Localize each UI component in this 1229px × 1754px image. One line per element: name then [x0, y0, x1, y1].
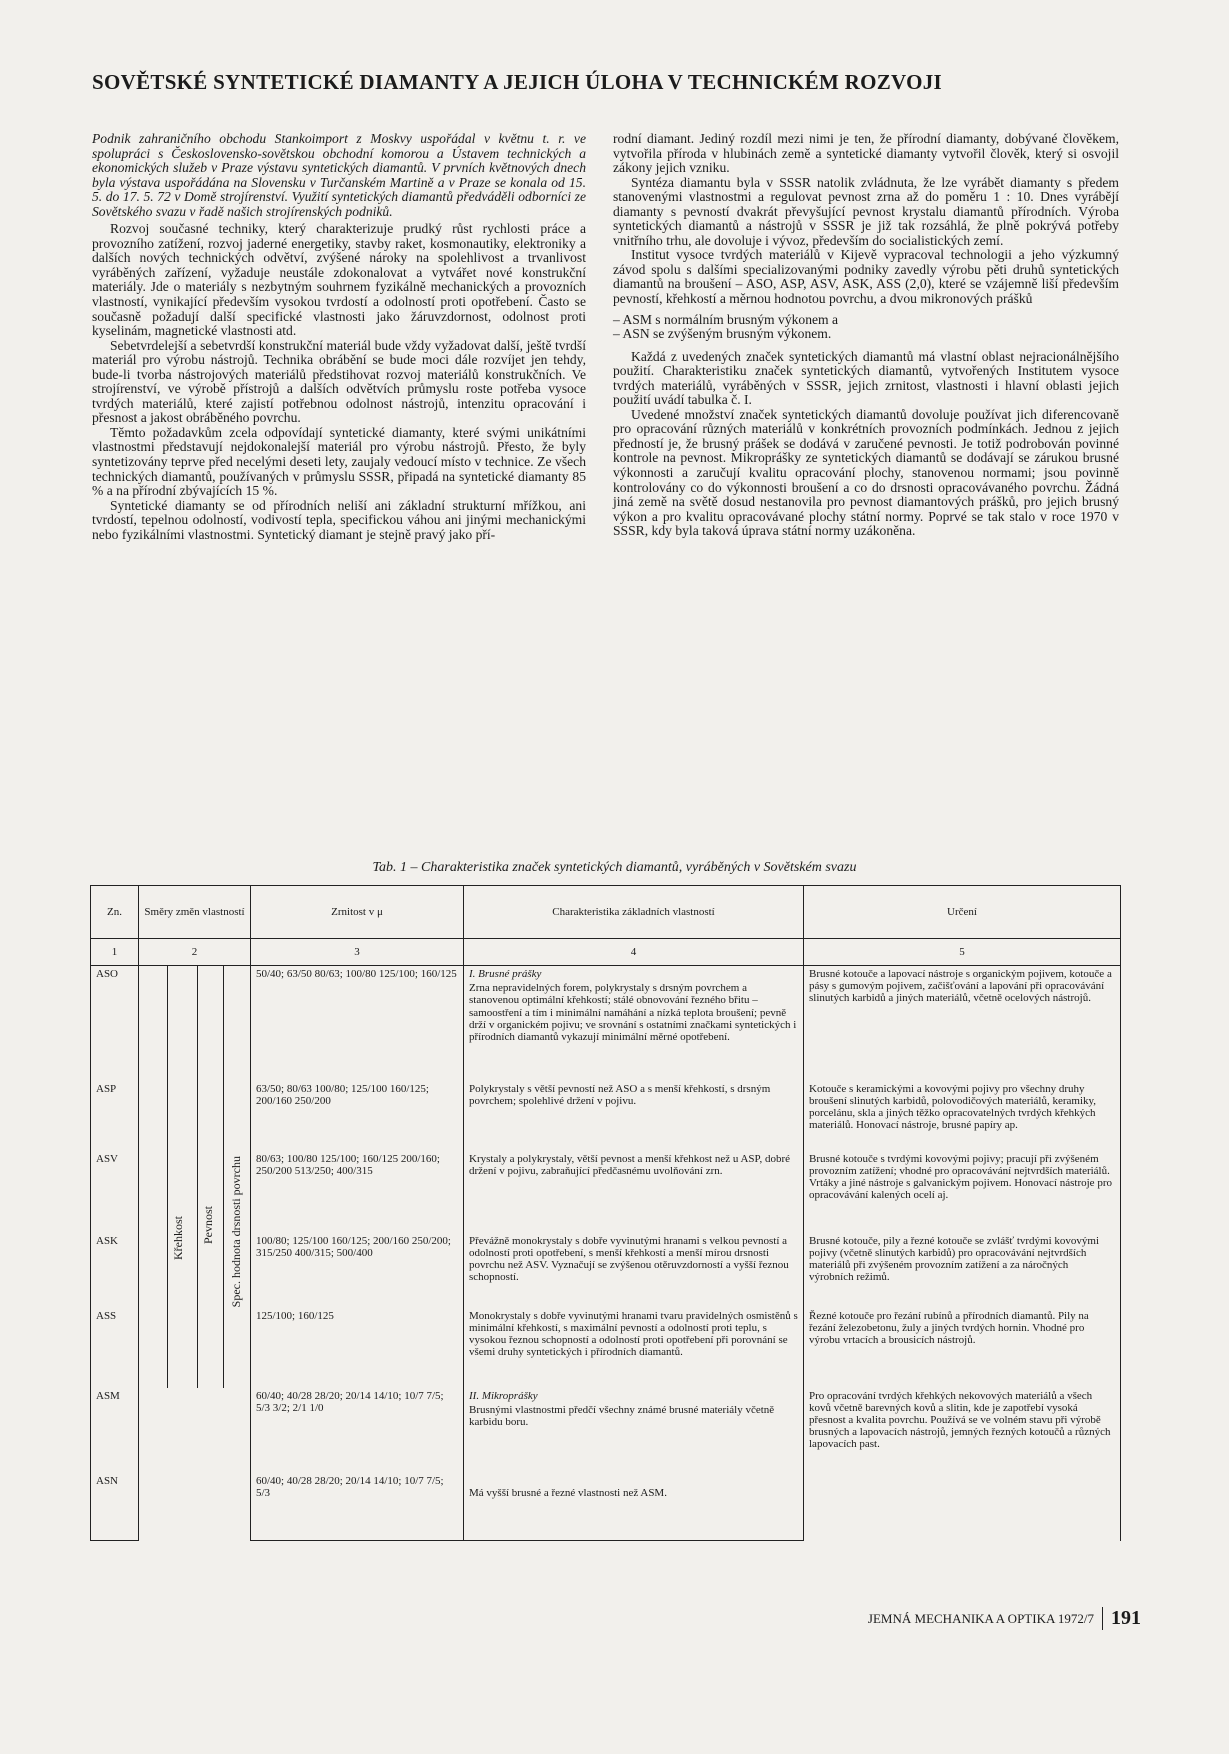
- characteristic-cell: I. Brusné prášky Zrna nepravidelných forem, polykrystaly s drsným povrchem a stanovenou optimální křehkostí; stálé obnovování řezného břitu – samoostření a tím i minimální namáhání a nízká teplota broušení; pevně drží v organickém pojivu; ve srovnání s ostatními značkami syntetických i přírodních diamantů vykazují minimální měrné opotřebení.: [464, 966, 804, 1081]
- characteristic-cell: Polykrystaly s větší pevností než ASO a s menší křehkostí, s drsným povrchem; spolehlivé držení v pojivu.: [464, 1081, 804, 1151]
- column-number: 4: [464, 939, 804, 966]
- paragraph: Syntetické diamanty se od přírodních neliší ani základní strukturní mřížkou, ani tvrdostí, tepelnou odolností, vodivostí tepla, specifickou váhou ani jinými mechanickými nebo fyzikálními vlastnostmi. Syntetický diamant je stejně pravý jako pří-: [92, 497, 586, 542]
- header-cell: Zrnitost v μ: [251, 886, 464, 939]
- paragraph: Sebetvrdelejší a sebetvrdší konstrukční materiál bude vždy vyžadovat další, ještě tvrdší materiál pro výrobu nástrojů. Technika obrábění se bude moci dále rozvíjet jen tehdy, bude-li tvorba nástrojových materiálů předstihovat rozvoj materiálů konstrukčních. Ve strojírenství, ve výrobě přístrojů a dalších odvětvích průmyslu roste potřeba vysoce tvrdých materiálů, které zajistí potřebnou odolnost nástrojů, intenzitu opracování i přesnost a jakost obráběného povrchu.: [92, 337, 586, 426]
- diamond-table: [90, 885, 1121, 1541]
- paragraph: Každá z uvedených značek syntetických diamantů má vlastní oblast nejracionálnějšího použití. Charakteristiku značek syntetických diamantů, vytvořených Institutem vysoce tvrdých materiálů, vyráběných v SSSR, jejich zrnitost, vlastnosti i hlavní oblasti jejich použití uvádí tabulka č. I.: [613, 348, 1119, 408]
- property-trend-cell: [139, 966, 251, 1388]
- usage-cell: Brusné kotouče, pily a řezné kotouče se zvlášť tvrdými kovovými pojivy (včetně slinutých karbidů) pro opracovávání nejtvrdších materiálů při zvýšeném provozním zatížení a za náročných výrobních režimů.: [804, 1233, 1121, 1308]
- grain-cell: 60/40; 40/28 28/20; 20/14 14/10; 10/7 7/5; 5/3: [251, 1473, 464, 1541]
- grade-cell: ASO: [91, 966, 139, 1081]
- section-heading: I. Brusné prášky: [469, 968, 542, 980]
- list-item: – ASN se zvýšeným brusným výkonem.: [613, 326, 832, 342]
- paragraph: Syntéza diamantu byla v SSSR natolik zvládnuta, že lze vyrábět diamanty s předem stanovenými vlastnostmi a regulovat pevnost zrna až do poměru 1 : 10. Dnes vyrábějí diamanty s pevností dvakrát převyšující pevnost krystalu diamantů přírodních. Výroba syntetických diamantů a nástrojů v SSSR je již tak rozsáhlá, že plně pokrývá potřeby vnitřního trhu, ale dovoluje i vývoz, především do socialistických zemí.: [613, 174, 1119, 248]
- header-cell: Směry změn vlastností: [139, 886, 251, 939]
- paragraph: rodní diamant. Jediný rozdíl mezi nimi je ten, že přírodní diamanty, dobývané člověkem, vytvořila příroda v hlubinách země a syntetické diamanty vytvořil člověk, který si osvojil zákony jejich vzniku.: [613, 131, 1119, 176]
- usage-cell: Brusné kotouče s tvrdými kovovými pojivy; pracují při zvýšeném provozním zatížení; vhodné pro opracovávání nejtvrdších materiálů. Vrtáky a jiné nástroje s galvanickým pojivem. Honovací nástroje pro opracovávání kalených ocelí aj.: [804, 1151, 1121, 1233]
- table-row: [91, 1388, 1121, 1473]
- column-number: 2: [139, 939, 251, 966]
- characteristic-cell: II. Mikroprášky Brusnými vlastnostmi předčí všechny známé brusné materiály včetně karbidu boru.: [464, 1388, 804, 1473]
- grain-cell: 60/40; 40/28 28/20; 20/14 14/10; 10/7 7/5; 5/3 3/2; 2/1 1/0: [251, 1388, 464, 1473]
- intro-paragraph: Podnik zahraničního obchodu Stankoimport z Moskvy uspořádal v květnu t. r. ve spolupráci s Československo-sovětskou obchodní komorou a Ústavem technických a ekonomických služeb v Praze výstavu syntetických diamantů. V prvních květnových dnech byla výstava uspořádána na Slovensku v Turčanském Martině a v Praze se konala od 15. 5. do 17. 5. 72 v Domě strojírenství. Využití syntetických diamantů předváděli odborníci ze Sovětského svazu v řadě našich strojírenských podniků.: [92, 131, 586, 219]
- usage-cell: Kotouče s keramickými a kovovými pojivy pro všechny druhy broušení slinutých karbidů, polovodičových materiálů, keramiky, porcelánu, skla a jiných těžko opracovatelných tvrdých křehkých materiálů. Honovací nástroje, brusné papíry ap.: [804, 1081, 1121, 1151]
- header-cell: Určení: [804, 886, 1121, 939]
- journal-name: JEMNÁ MECHANIKA A OPTIKA 1972/7: [867, 1610, 1094, 1626]
- grade-cell: ASV: [91, 1151, 139, 1233]
- powder-list: [613, 313, 1119, 342]
- grade-cell: ASM: [91, 1388, 139, 1473]
- table-row: [91, 966, 1121, 1081]
- page-number: 191: [1102, 1607, 1141, 1630]
- text-column-left: [92, 132, 586, 542]
- paragraph: Uvedené množství značek syntetických diamantů dovoluje používat jich diferencovaně pro opracování různých materiálů v konkrétních provozních podmínkách. Jednou z jejich předností je, že brusný prášek se dodává v zaručené pevnosti. Je totiž podrobován povinné kontrole na pevnost. Mikroprášky ze syntetických diamantů se dodávají se zárukou brusné výkonnosti a zaručují kvalitu opracování plochy, stanovenou normami; jsou povinně kontrolovány co do výkonnosti broušení a co do drsnosti opracovávaného povrchu. Žádná jiná země na světě dosud nestanovila pro pevnost diamantových prášků, pro jejich brusný výkon a pro kvalitu opracovávané plochy státní normy. Poprvé se tak stalo v roce 1970 v SSSR, kdy byla taková úprava státní normy uzákoněna.: [613, 406, 1119, 539]
- table-caption: Tab. 1 – Charakteristika značek syntetických diamantů, vyráběných v Sovětském svazu: [372, 860, 857, 875]
- paragraph: Těmto požadavkům zcela odpovídají syntetické diamanty, které svými unikátními vlastnostmi představují nejdokonalejší materiál pro výrobu nástrojů. Přesto, že byly syntetizovány teprve před necelými deseti lety, zaujaly vedoucí místo v technice. Ze všech technických diamantů, používaných v průmyslu SSSR, připadá na syntetické diamanty 85 % a na přírodní zbývajících 15 %.: [92, 424, 586, 499]
- paragraph: Institut vysoce tvrdých materiálů v Kijevě vypracoval technologii a jeho výzkumný závod spolu s dalšími specializovanými podniky zavedly výrobu pěti druhů syntetických diamantů na broušení – ASO, ASP, ASV, ASK, ASS (2,0), které se vzájemně liší především pevností, křehkostí a měrnou hodnotou povrchu, a dvou mikronových prášků: [613, 247, 1119, 307]
- characteristic-cell: Monokrystaly s dobře vyvinutými hranami tvaru pravidelných osmistěnů s minimální křehkostí, s maximální pevností a odolností proti teplu, s vysokou řeznou schopností a odolností proti opotřebení při porovnání se všemi druhy syntetických i přírodních diamantů.: [464, 1308, 804, 1388]
- header-cell: Charakteristika základních vlastností: [464, 886, 804, 939]
- vertical-label-strength: Pevnost: [201, 1206, 215, 1245]
- grain-cell: 80/63; 100/80 125/100; 160/125 200/160; 250/200 513/250; 400/315: [251, 1151, 464, 1233]
- grain-cell: 63/50; 80/63 100/80; 125/100 160/125; 200/160 250/200: [251, 1081, 464, 1151]
- characteristic-cell: Krystaly a polykrystaly, větší pevnost a menší křehkost než u ASP, dobré držení v pojivu, zabraňující předčasnému uvolňování zrn.: [464, 1151, 804, 1233]
- characteristic-cell: Převážně monokrystaly s dobře vyvinutými hranami s velkou pevností a odolností proti opotřebení, s menší křehkostí a menší mírou drsnosti povrchu než ASV. Vyznačují se zvýšenou otěruvzdorností a vyšší řeznou schopností.: [464, 1233, 804, 1308]
- text-column-right: [613, 132, 1119, 539]
- section-heading: II. Mikroprášky: [469, 1389, 538, 1402]
- usage-cell: Pro opracování tvrdých křehkých nekovových materiálů a všech kovů včetně barevných kovů a slitin, kde je zapotřebí vysoká přesnost a kvalita povrchu. Používá se ve volném stavu při výrobě brusných a lapovacích nástrojů, jemných řezných kotoučů a různých lapovacích past.: [804, 1388, 1121, 1541]
- vertical-label-fragility: Křehkost: [171, 1216, 185, 1260]
- grain-cell: 125/100; 160/125: [251, 1308, 464, 1388]
- article-title: SOVĚTSKÉ SYNTETICKÉ DIAMANTY A JEJICH ÚLOHA V TECHNICKÉM ROZVOJI: [92, 70, 943, 94]
- paragraph: Rozvoj současné techniky, který charakterizuje prudký růst rychlosti práce a provozního zatížení, rozvoj jaderné energetiky, stavby raket, kosmonautiky, elektroniky a dalších nových technických odvětví, zvýšené nároky na spolehlivost a trvanlivost vyráběných zařízení, vyžaduje neustále zdokonalovat a vytvářet nové konstrukční materiály. Jde o materiály s nezbytným souhrnem fyzikálně mechanických a provozních vlastností, vynikající především vysokou tvrdostí a odolností proti opotřebení. Často se současně požadují další specifické vlastnosti jako žáruvzdornost, odolnost proti kyselinám, magnetické vlastnosti atd.: [92, 221, 586, 339]
- column-number: 1: [91, 939, 139, 966]
- grade-cell: ASP: [91, 1081, 139, 1151]
- vertical-label-roughness: Spec. hodnota drsnosti povrchu: [229, 1156, 243, 1308]
- grain-cell: 50/40; 63/50 80/63; 100/80 125/100; 160/125: [251, 966, 464, 1081]
- page-footer: [868, 1607, 1141, 1630]
- usage-cell: Brusné kotouče a lapovací nástroje s organickým pojivem, kotouče a pásy s gumovým pojivem, začišťování a lapování při opracovávání slinutých karbidů a jiných materiálů, včetně ocelových nástrojů.: [804, 966, 1121, 1081]
- grade-cell: ASN: [91, 1473, 139, 1541]
- grade-cell: ASK: [91, 1233, 139, 1308]
- header-cell: Zn.: [91, 886, 139, 939]
- grain-cell: 100/80; 125/100 160/125; 200/160 250/200; 315/250 400/315; 500/400: [251, 1233, 464, 1308]
- column-number: 3: [251, 939, 464, 966]
- list-item: – ASM s normálním brusným výkonem a: [613, 311, 839, 327]
- characteristic-cell: Má vyšší brusné a řezné vlastnosti než ASM.: [464, 1473, 804, 1541]
- column-number: 5: [804, 939, 1121, 966]
- empty-cell: [139, 1388, 251, 1541]
- grade-cell: ASS: [91, 1308, 139, 1388]
- usage-cell: Řezné kotouče pro řezání rubínů a přírodních diamantů. Pily na řezání železobetonu, žuly a jiných tvrdých hornin. Vhodné pro výrobu vrtacích a brousicích nástrojů.: [804, 1308, 1121, 1388]
